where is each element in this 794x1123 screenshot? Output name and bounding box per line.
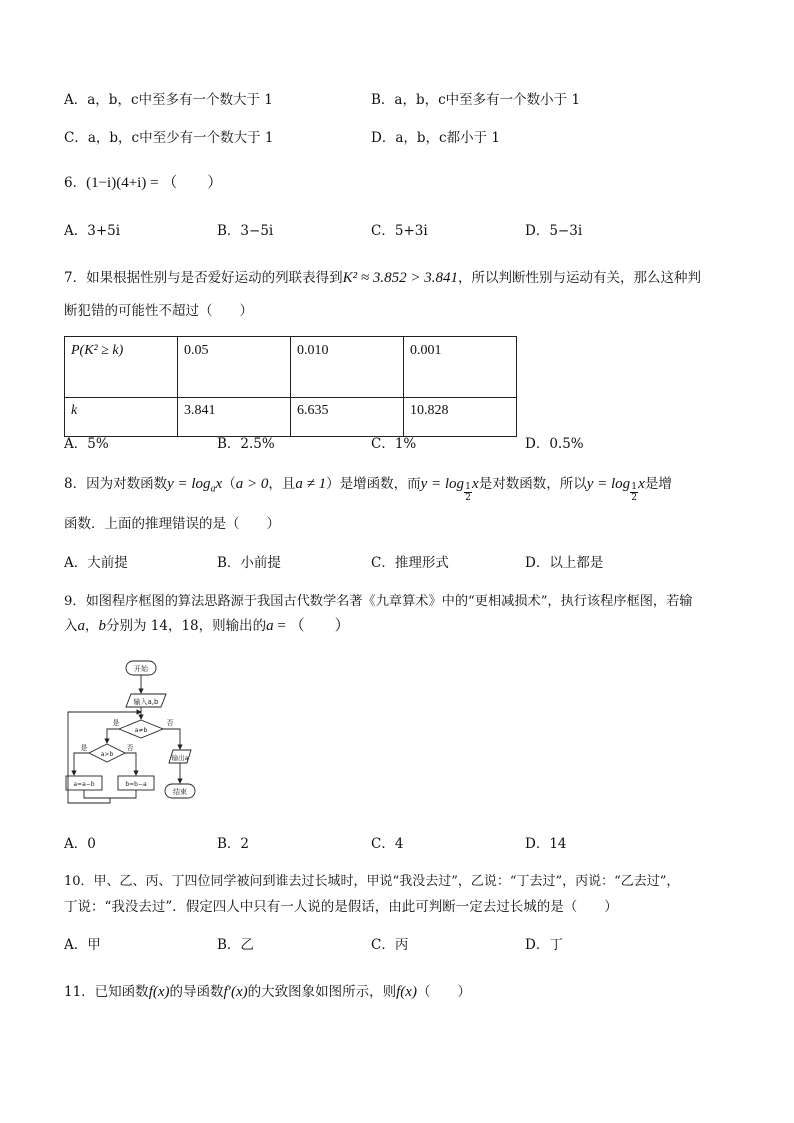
q11-text: 的导函数 bbox=[169, 984, 224, 1000]
q9-text: 入 bbox=[64, 618, 78, 634]
frac-num: 1 bbox=[631, 482, 638, 492]
flow-condition2-label: a>b bbox=[100, 751, 114, 758]
q11-func: f(x) bbox=[148, 984, 170, 1000]
table-cell: 6.635 bbox=[291, 398, 404, 437]
flow-output-label: 输出a bbox=[171, 754, 189, 762]
q10-option-d: D．丁 bbox=[525, 937, 563, 953]
q7-option-a: A．5% bbox=[64, 436, 109, 452]
q6-expression: (1−i)(4+i) = （ ） bbox=[86, 175, 223, 191]
q7-option-c: C．1% bbox=[371, 436, 417, 452]
q8-text: 是对数函数，所以 bbox=[478, 476, 587, 492]
table-row bbox=[65, 398, 517, 437]
table-cell: 0.05 bbox=[178, 337, 291, 398]
flow-no-label: 否 bbox=[166, 719, 174, 727]
flow-end-label: 结束 bbox=[173, 788, 187, 796]
q8-option-a: A．大前提 bbox=[64, 555, 128, 571]
q6-option-c: C．5+3i bbox=[371, 223, 428, 239]
q8-option-c: C．推理形式 bbox=[371, 555, 449, 571]
table-cell: 0.001 bbox=[404, 337, 517, 398]
q8-log-var: x bbox=[472, 476, 479, 492]
table-header-p: P(K² ≥ k) bbox=[65, 337, 178, 398]
q8-text: ）是增函数，而 bbox=[326, 476, 421, 492]
q11-stem bbox=[64, 982, 471, 1002]
q5-option-d: D．a，b，c都小于 1 bbox=[371, 130, 500, 146]
frac-den: 2 bbox=[465, 493, 471, 503]
q9-flowchart bbox=[60, 655, 210, 810]
q8-stem-line2: 函数．上面的推理错误的是（ ） bbox=[64, 516, 280, 532]
q6-option-b: B．3−5i bbox=[217, 223, 274, 239]
q9-var-a: a bbox=[77, 618, 85, 634]
q9-option-c: C．4 bbox=[371, 836, 404, 852]
q6-number: 6． bbox=[64, 175, 87, 191]
q9-text: = （ ） bbox=[273, 618, 350, 634]
q9-stem-line2 bbox=[64, 616, 350, 636]
frac-num: 1 bbox=[465, 482, 471, 492]
flow-input-label: 输入a,b bbox=[133, 698, 159, 706]
q8-text: 8．因为对数函数 bbox=[64, 476, 168, 492]
q7-option-b: B．2.5% bbox=[217, 436, 275, 452]
q9-stem-line1: 9．如图程序框图的算法思路源于我国古代数学名著《九章算术》中的“更相减损术”，执行该程序框图，若输 bbox=[64, 594, 693, 609]
flow-yes-label: 是 bbox=[80, 744, 88, 752]
frac-den: 2 bbox=[631, 493, 638, 503]
q10-stem-line1: 10．甲、乙、丙、丁四位同学被问到谁去过长城时，甲说“我没去过”，乙说：“丁去过”，丙说：“乙去过”， bbox=[64, 874, 680, 889]
q5-option-a: A．a，b，c中至多有一个数大于 1 bbox=[64, 92, 273, 108]
q10-option-a: A．甲 bbox=[64, 937, 101, 953]
q8-condition: a ≠ 1 bbox=[295, 476, 327, 492]
q8-fraction-base bbox=[464, 482, 472, 503]
flow-start-label: 开始 bbox=[134, 665, 148, 673]
q10-option-c: C．丙 bbox=[371, 937, 409, 953]
q5-option-c: C．a，b，c中至少有一个数大于 1 bbox=[64, 130, 274, 146]
flow-assign-a-label: a=a−b bbox=[73, 781, 95, 788]
q7-critical-value-table bbox=[64, 336, 517, 437]
q5-option-b: B．a，b，c中至多有一个数小于 1 bbox=[371, 92, 581, 108]
q9-option-b: B．2 bbox=[217, 836, 250, 852]
table-cell: 0.010 bbox=[291, 337, 404, 398]
q11-func: f(x) bbox=[396, 984, 417, 1000]
q7-stem-line1 bbox=[64, 268, 701, 288]
q7-stem-line2: 断犯错的可能性不超过（ ） bbox=[64, 303, 253, 319]
q9-text: 分别为 14，18，则输出的 bbox=[106, 618, 267, 634]
q11-text: 的大致图象如图所示，则 bbox=[247, 984, 397, 1000]
q9-var-a: a bbox=[266, 618, 274, 634]
flow-no-label: 否 bbox=[126, 744, 134, 752]
q7-text-b: ，所以判断性别与运动有关，那么这种判 bbox=[457, 270, 701, 286]
q6-option-a: A．3+5i bbox=[64, 223, 121, 239]
flow-yes-label: 是 bbox=[112, 719, 120, 727]
q8-option-b: B．小前提 bbox=[217, 555, 281, 571]
table-row bbox=[65, 337, 517, 398]
q11-text: （ ） bbox=[416, 984, 471, 1000]
q9-option-a: A．0 bbox=[64, 836, 96, 852]
table-cell: 10.828 bbox=[404, 398, 517, 437]
q8-log-func: y = log bbox=[167, 476, 211, 492]
flow-assign-b-label: b=b−a bbox=[125, 781, 147, 788]
q8-text: ，且 bbox=[268, 476, 296, 492]
q8-text: （ bbox=[222, 476, 236, 492]
q8-option-d: D．以上都是 bbox=[525, 555, 604, 571]
q8-fraction-base bbox=[630, 482, 638, 503]
q8-condition: a > 0 bbox=[235, 476, 269, 492]
q11-derivative: f′(x) bbox=[223, 984, 248, 1000]
flow-condition1-label: a≠b bbox=[134, 727, 148, 734]
q8-stem-line1 bbox=[64, 474, 672, 503]
q7-option-d: D．0.5% bbox=[525, 436, 584, 452]
q7-chi-square: K² ≈ 3.852 > 3.841 bbox=[342, 270, 458, 286]
q9-text: ， bbox=[85, 618, 99, 634]
q8-log-func: y = log bbox=[586, 476, 631, 492]
q8-log-var: x bbox=[638, 476, 645, 492]
q6-stem bbox=[64, 173, 222, 193]
q11-text: 11．已知函数 bbox=[64, 984, 149, 1000]
table-header-k: k bbox=[65, 398, 178, 437]
q7-text-a: 7．如果根据性别与是否爱好运动的列联表得到 bbox=[64, 270, 343, 286]
q8-log-var: x bbox=[215, 476, 223, 492]
q8-log-base: a bbox=[210, 483, 216, 495]
q8-log-func: y = log bbox=[420, 476, 465, 492]
q10-stem-line2: 丁说：“我没去过”．假定四人中只有一人说的是假话，由此可判断一定去过长城的是（ ） bbox=[64, 899, 618, 915]
q6-option-d: D．5−3i bbox=[525, 223, 583, 239]
q9-var-b: b bbox=[98, 618, 106, 634]
q9-option-d: D．14 bbox=[525, 836, 567, 852]
q8-text: 是增 bbox=[644, 476, 672, 492]
q10-option-b: B．乙 bbox=[217, 937, 254, 953]
table-cell: 3.841 bbox=[178, 398, 291, 437]
